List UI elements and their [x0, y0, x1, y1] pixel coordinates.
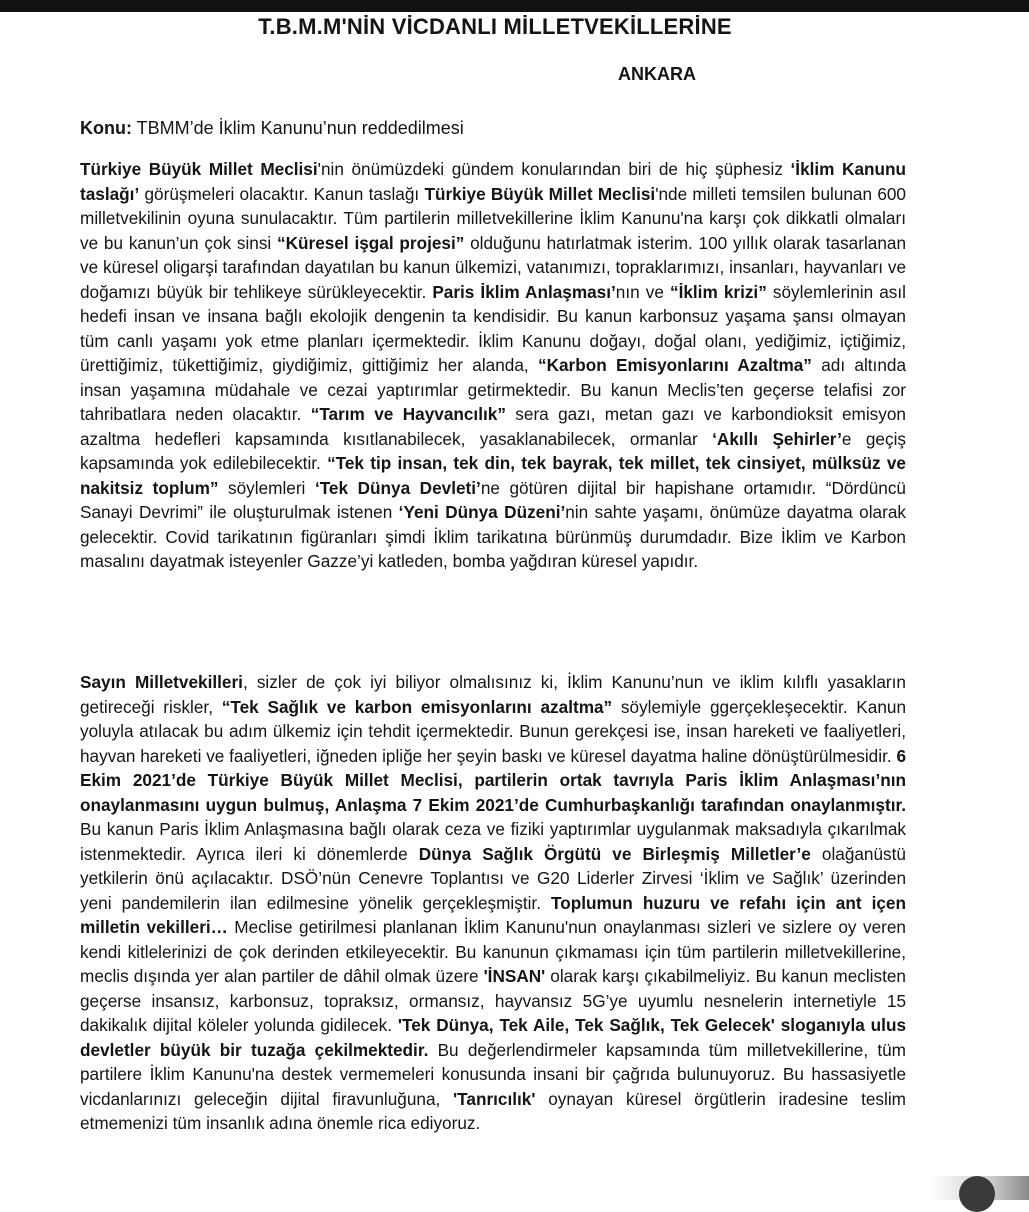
corner-overlay	[929, 1176, 1029, 1200]
text-run: e geçiş kapsamında yok edilebilecektir.	[80, 428, 906, 473]
bold-run: “Tarım ve Hayvancılık”	[310, 404, 506, 424]
text-run: Bu kanun Paris İklim Anlaşmasına bağlı olarak ceza ve fiziki yaptırımlar uygulanmak maksadıyla çıkarılmak istenmektedir. Ayrıca ileri ki dönemlerde	[80, 819, 906, 864]
text-run: ne götüren dijital bir hapishane ortamıdır. “Dördüncü Sanayi Devrimi” ile oluşturulmak istenen	[80, 477, 906, 522]
text-run: nin sahte yaşamı, önümüze dayatma olarak gelecektir. Covid tarikatının figüranları şimdi İklim tarikatına bürünmüş durumdadır. Bize İklim ve Karbon masalını dayatmak isteyenler Gazze’yi katleden, bomba yağdıran küresel yapıdır.	[80, 502, 906, 571]
bold-run: ‘İklim Kanunu taslağı’	[80, 159, 907, 204]
bold-run: Paris İklim Anlaşması’	[432, 281, 616, 302]
text-run: görüşmeleri olacaktır. Kanun taslağı	[139, 183, 425, 204]
bold-run: 'Tanrıcılık'	[453, 1088, 536, 1109]
bold-run: “Tek Sağlık ve karbon emisyonlarını azaltma”	[221, 696, 613, 717]
bold-run: ‘Tek Dünya Devleti’	[314, 477, 481, 498]
bold-run: Türkiye Büyük Millet Meclisi	[80, 159, 318, 179]
bold-run: “İklim krizi”	[669, 281, 767, 302]
text-run: adı altında insan yaşamına müdahale ve cezai yaptırımlar getirmektedir. Bu kanun Meclis’ten geçerse telafisi zor tahribatlara neden olacaktır.	[80, 355, 907, 424]
text-run: Meclise getirilmesi planlanan İklim Kanunu'nun onaylanması sizleri ve sizlere oy veren kendi kitlelerinizi de çok derinden etkileyecektir. Bu kanunun çıkmaması için tüm partilerin milletvekillerine, meclis dışında yer alan partiler de dâhil olmak üzere	[80, 917, 906, 986]
corner-avatar-dot	[959, 1176, 995, 1212]
text-run: olağanüstü yetkilerin önü açılacaktır. DSÖ’nün Cenevre Toplantısı ve G20 Liderler Zirvesi ‘İklim ve Sağlık’ üzerinden yeni pandemilerin ilan edilmesine yönelik gerçekleşmiştir.	[80, 843, 906, 913]
top-dark-bar	[0, 0, 1029, 12]
bold-run: 6 Ekim 2021’de Türkiye Büyük Millet Meclisi, partilerin ortak tavrıyla Paris İklim Anlaşması’nın onaylanmasını uygun bulmuş, Anlaşma 7 Ekim 2021’de Cumhurbaşkanlığı tarafından onaylanmıştır.	[80, 745, 906, 815]
bold-run: “Küresel işgal projesi”	[277, 232, 465, 253]
letter-city: ANKARA	[618, 64, 696, 84]
text-run: nın ve	[615, 281, 670, 302]
text-run: 'nde milleti temsilen bulunan 600 milletvekilinin oyuna sunulacaktır. Tüm partilerin milletvekillerine İklim Kanunu'na karşı çok dikkatli olmaları ve bu kanun’un çok sinsi	[80, 183, 906, 253]
text-run: olduğunu hatırlatmak isterim. 100 yıllık olarak tasarlanan ve küresel oligarşi tarafından dayatılan bu kanun ülkemizi, vatanımızı, topraklarımızı, insanları, hayvanları ve doğamızı büyük bir tehlikeye sürükleyecektir.	[80, 232, 907, 302]
bold-run: “Tek tip insan, tek din, tek bayrak, tek millet, tek cinsiyet, mülksüz ve nakitsiz toplum”	[80, 453, 906, 498]
text-run: söylemlerinin asıl hedefi insan ve insana bağlı ekolojik dengenin ta kendisidir. Bu kanun karbonsuz yaşama şansı olmayan tüm canlı yaşamı yok etme planları içermektedir. İklim Kanunu doğayı, doğal olanı, yediğimiz, içtiğimiz, ürettiğimiz, tükettiğimiz, giydiğimiz, gittiğimiz her alanda,	[80, 281, 906, 375]
bold-run: 'İNSAN'	[483, 966, 546, 986]
text-run: olarak karşı çıkabilmeliyiz. Bu kanun meclisten geçerse insansız, karbonsuz, topraksız, ormansız, hayvansız 5G’ye uyumlu nesnelerin internetiyle 15 dakikalık dijital köleler yolunda gidilecek.	[80, 966, 906, 1035]
bold-run: ‘Yeni Dünya Düzeni’	[398, 502, 566, 522]
text-run: 'nin önümüzdeki gündem konularından biri de hiç şüphesiz	[317, 159, 791, 179]
subject-line	[80, 118, 464, 139]
bold-run: 'Tek Dünya, Tek Aile, Tek Sağlık, Tek Gelecek' sloganıyla ulus devletler büyük bir tuzağa çekilmektedir.	[80, 1015, 906, 1060]
bold-run: ‘Akıllı Şehirler’	[712, 428, 842, 449]
text-run: söylemleri	[218, 477, 315, 498]
paragraph-2	[80, 670, 906, 1136]
letter-title: T.B.M.M'NİN VİCDANLI MİLLETVEKİLLERİNE	[258, 14, 732, 39]
bold-run: Toplumun huzuru ve refahı için ant içen milletin vekilleri…	[80, 892, 906, 937]
paragraph-1	[80, 157, 906, 574]
text-run: sera gazı, metan gazı ve karbondioksit emisyon azaltma hedefleri kapsamında kısıtlanabilecek, yasaklanabilecek, ormanlar	[80, 404, 906, 449]
text-run: oynayan küresel örgütlerin iradesine teslim etmemenizi tüm insanlık adına önemle rica ediyoruz.	[80, 1088, 906, 1133]
subject-label: Konu:	[80, 118, 132, 138]
bold-run: Dünya Sağlık Örgütü ve Birleşmiş Milletler’e	[418, 843, 811, 864]
text-run: , sizler de çok iyi biliyor olmalısınız ki, İklim Kanunu’nun ve iklim kılıflı yasakların getireceği riskler,	[80, 672, 906, 717]
bold-run: Sayın Milletvekilleri	[80, 672, 243, 692]
bold-run: Türkiye Büyük Millet Meclisi	[424, 183, 656, 204]
text-run: Bu değerlendirmeler kapsamında tüm milletvekillerine, tüm partilere İklim Kanunu'na destek vermemeleri konusunda insani bir çağrıda bulunuyoruz. Bu hassasiyetle vicdanlarınızı geleceğin dijital firavunluğuna,	[80, 1039, 906, 1109]
subject-text: TBMM’de İklim Kanunu’nun reddedilmesi	[131, 118, 464, 138]
bold-run: “Karbon Emisyonlarını Azaltma”	[537, 355, 812, 375]
text-run: söylemiyle ggerçekleşecektir. Kanun yoluyla atılacak bu adım ülkemiz için tehdit içermektedir. Bunun gerekçesi ise, insan hareketi ve faaliyetleri, hayvan hareketi ve faaliyetleri, iğneden ipliğe her şeyin baskı ve küresel dayatma haline dönüştürülmesidir.	[80, 696, 907, 766]
